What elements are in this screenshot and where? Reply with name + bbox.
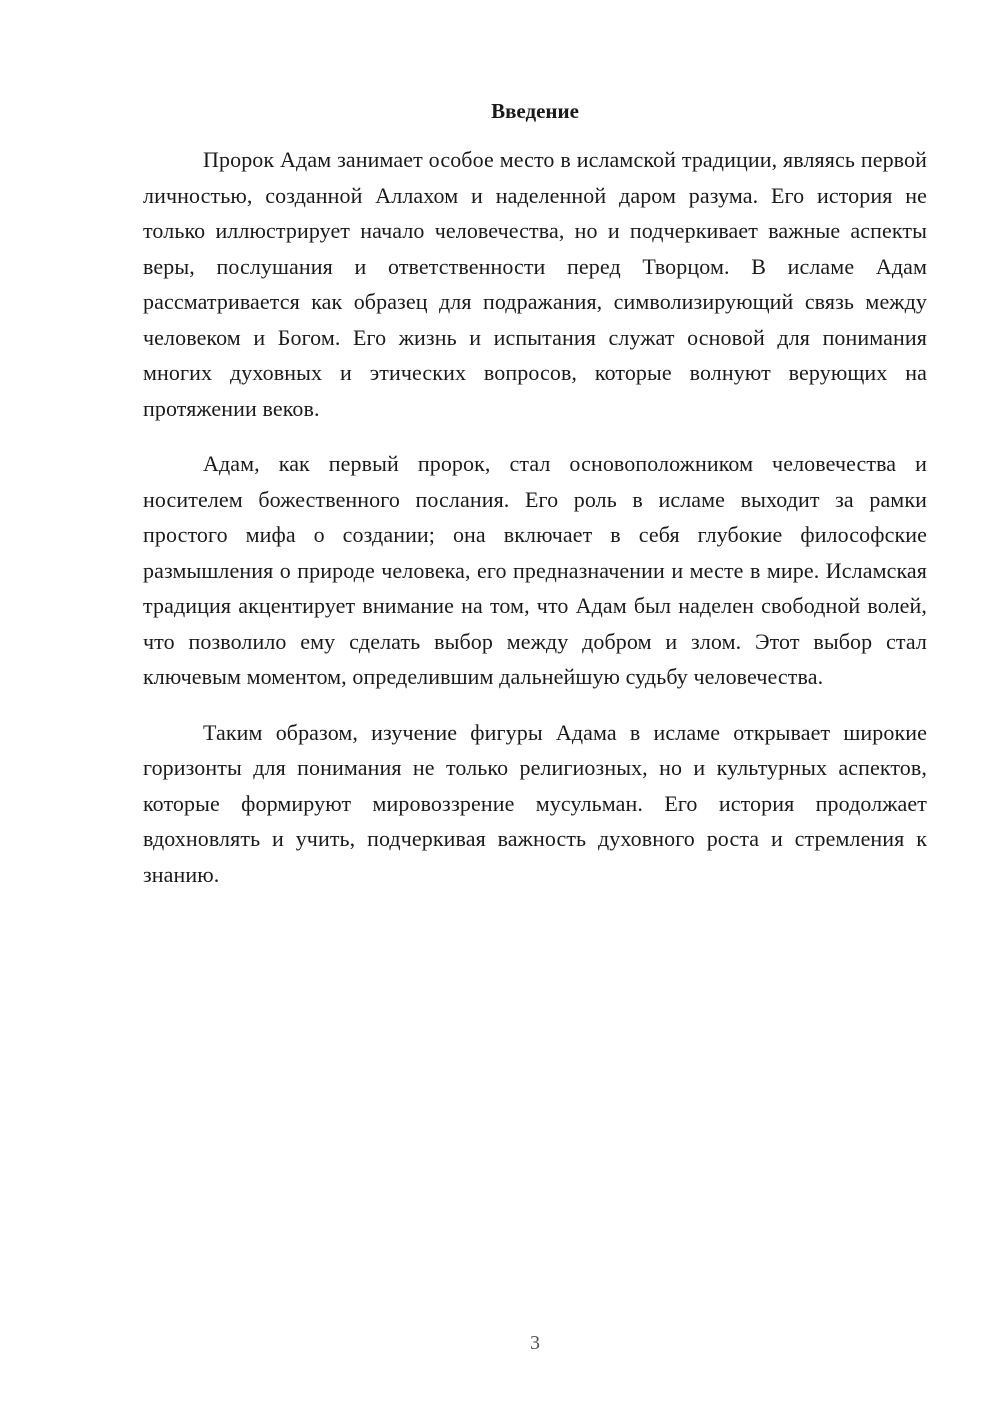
body-text [143, 142, 927, 912]
paragraph-3: Таким образом, изучение фигуры Адама в исламе открывает широкие горизонты для понимания не только религиозных, но и культурных аспектов, которые формируют мировоззрение мусульман. Его история продолжает вдохновлять и учить, подчеркивая важность духовного роста и стремления к знанию. [143, 719, 927, 887]
paragraph-2: Адам, как первый пророк, стал основоположником человечества и носителем божественного послания. Его роль в исламе выходит за рамки простого мифа о создании; она включает в себя глубокие философские размышления о природе человека, его предназначении и месте в мире. Исламская традиция акцентирует внимание на том, что Адам был наделен свободной волей, что позволило ему сделать выбор между добром и злом. Этот выбор стал ключевым моментом, определившим дальнейшую судьбу человечества. [143, 451, 927, 689]
paragraph-1: Пророк Адам занимает особое место в исламской традиции, являясь первой личностью, созданной Аллахом и наделенной даром разума. Его история не только иллюстрирует начало человечества, но и подчеркивает важные аспекты веры, послушания и ответственности перед Творцом. В исламе Адам рассматривается как образец для подражания, символизирующий связь между человеком и Богом. Его жизнь и испытания служат основой для понимания многих духовных и этических вопросов, которые волнуют верующих на протяжении веков. [143, 147, 927, 421]
page-number: 3 [530, 1332, 540, 1354]
section-heading: Введение [491, 99, 579, 123]
